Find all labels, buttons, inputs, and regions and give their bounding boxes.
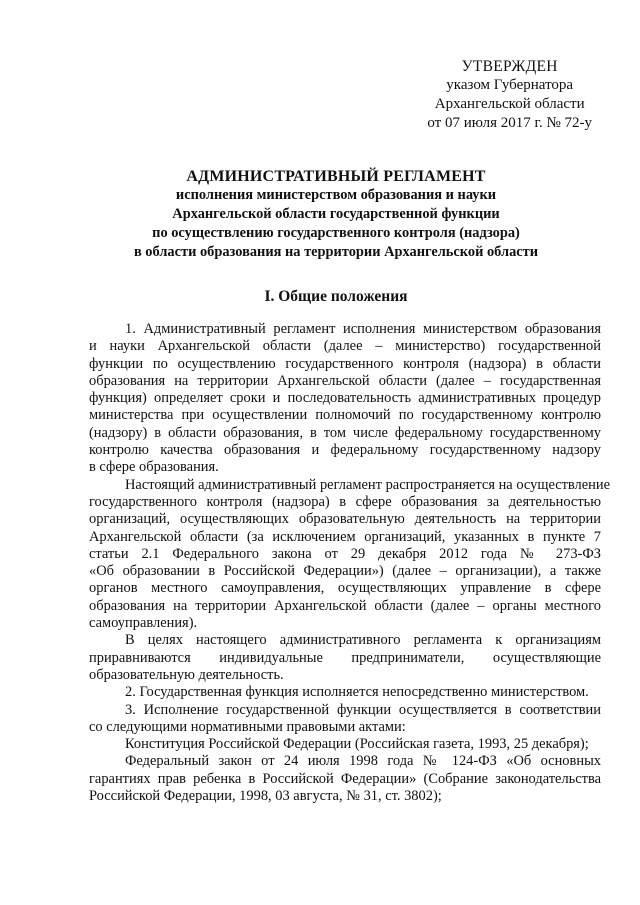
paragraph xyxy=(89,321,601,477)
paragraph xyxy=(89,684,601,701)
paragraph xyxy=(89,753,601,805)
paragraph-line: В целях настоящего административного регламента к организациям xyxy=(125,632,601,649)
paragraph xyxy=(89,632,601,684)
paragraph-line: в сфере образования. xyxy=(89,459,219,476)
paragraph-line: самоуправления). xyxy=(89,615,198,632)
paragraph-line: государственного контроля (надзора) в сфере образования за деятельностью xyxy=(89,493,601,510)
approval-stamp xyxy=(427,57,592,133)
document-title xyxy=(72,167,600,262)
section-heading: I. Общие положения xyxy=(264,288,408,305)
paragraph-line: приравниваются индивидуальные предприниматели, осуществляющие xyxy=(89,649,601,666)
approval-line: указом Губернатора xyxy=(446,77,574,93)
paragraph-line: со следующими нормативными правовыми актами: xyxy=(89,718,406,735)
paragraph-line: Архангельской области (за исключением организаций, указанных в пункте 7 xyxy=(89,528,601,545)
document-title-line: Архангельской области государственной функции xyxy=(172,206,500,222)
paragraph-line: функция) определяет сроки и последовательность административных процедур xyxy=(89,390,601,407)
paragraph-line: (надзору) в области образования, в том числе федеральному государственному xyxy=(89,424,601,441)
paragraph-line: 2. Государственная функция исполняется непосредственно министерством. xyxy=(125,684,589,701)
paragraph xyxy=(89,476,611,633)
paragraph xyxy=(89,736,601,753)
paragraph-line: Российской Федерации, 1998, 03 августа, № 31, ст. 3802); xyxy=(89,788,442,805)
paragraph-line: статьи 2.1 Федерального закона от 29 декабря 2012 года № 273-ФЗ xyxy=(89,545,601,562)
paragraph-line: 3. Исполнение государственной функции осуществляется в соответствии xyxy=(125,701,601,718)
paragraph-line: образования на территории Архангельской области (далее – государственная xyxy=(89,372,601,389)
paragraph-line: Настоящий административный регламент распространяется на осуществление xyxy=(125,476,611,493)
document-body xyxy=(89,321,611,805)
paragraph-line: функции по осуществлению государственного контроля (надзора) в области xyxy=(89,355,601,372)
paragraph-line: 1. Административный регламент исполнения министерством образования xyxy=(125,321,601,337)
paragraph-line: контролю качества образования и федеральному государственному надзору xyxy=(89,442,601,459)
document-title-line: в области образования на территории Архангельской области xyxy=(133,244,539,260)
document-title-line: исполнения министерством образования и науки xyxy=(175,187,497,203)
paragraph-line: органов местного самоуправления, осуществляющих управление в сфере xyxy=(89,580,601,597)
paragraph-line: Конституция Российской Федерации (Российская газета, 1993, 25 декабря); xyxy=(125,736,589,753)
paragraph-line: образования на территории Архангельской области (далее – органы местного xyxy=(89,597,601,614)
approval-heading: УТВЕРЖДЕН xyxy=(461,58,558,75)
document-title-line: по осуществлению государственного контроля (надзора) xyxy=(152,225,520,241)
paragraph-line: министерства при осуществлении полномочий по государственному контролю xyxy=(89,407,601,424)
paragraph-line: образовательную деятельность. xyxy=(89,666,284,683)
paragraph-line: Федеральный закон от 24 июля 1998 года № 124-ФЗ «Об основных xyxy=(125,753,601,770)
paragraph-line: и науки Архангельской области (далее – министерство) государственной xyxy=(89,338,601,355)
approval-line: Архангельской области xyxy=(434,96,585,112)
paragraph-line: «Об образовании в Российской Федерации») (далее – организации), а также xyxy=(89,563,601,580)
document-title-main: АДМИНИСТРАТИВНЫЙ РЕГЛАМЕНТ xyxy=(186,168,486,185)
approval-line: от 07 июля 2017 г. № 72-у xyxy=(427,115,592,131)
paragraph xyxy=(89,702,601,737)
paragraph-line: организаций, осуществляющих образовательную деятельность на территории xyxy=(89,511,601,528)
paragraph-line: гарантиях прав ребенка в Российской Федерации» (Собрание законодательства xyxy=(89,770,601,787)
